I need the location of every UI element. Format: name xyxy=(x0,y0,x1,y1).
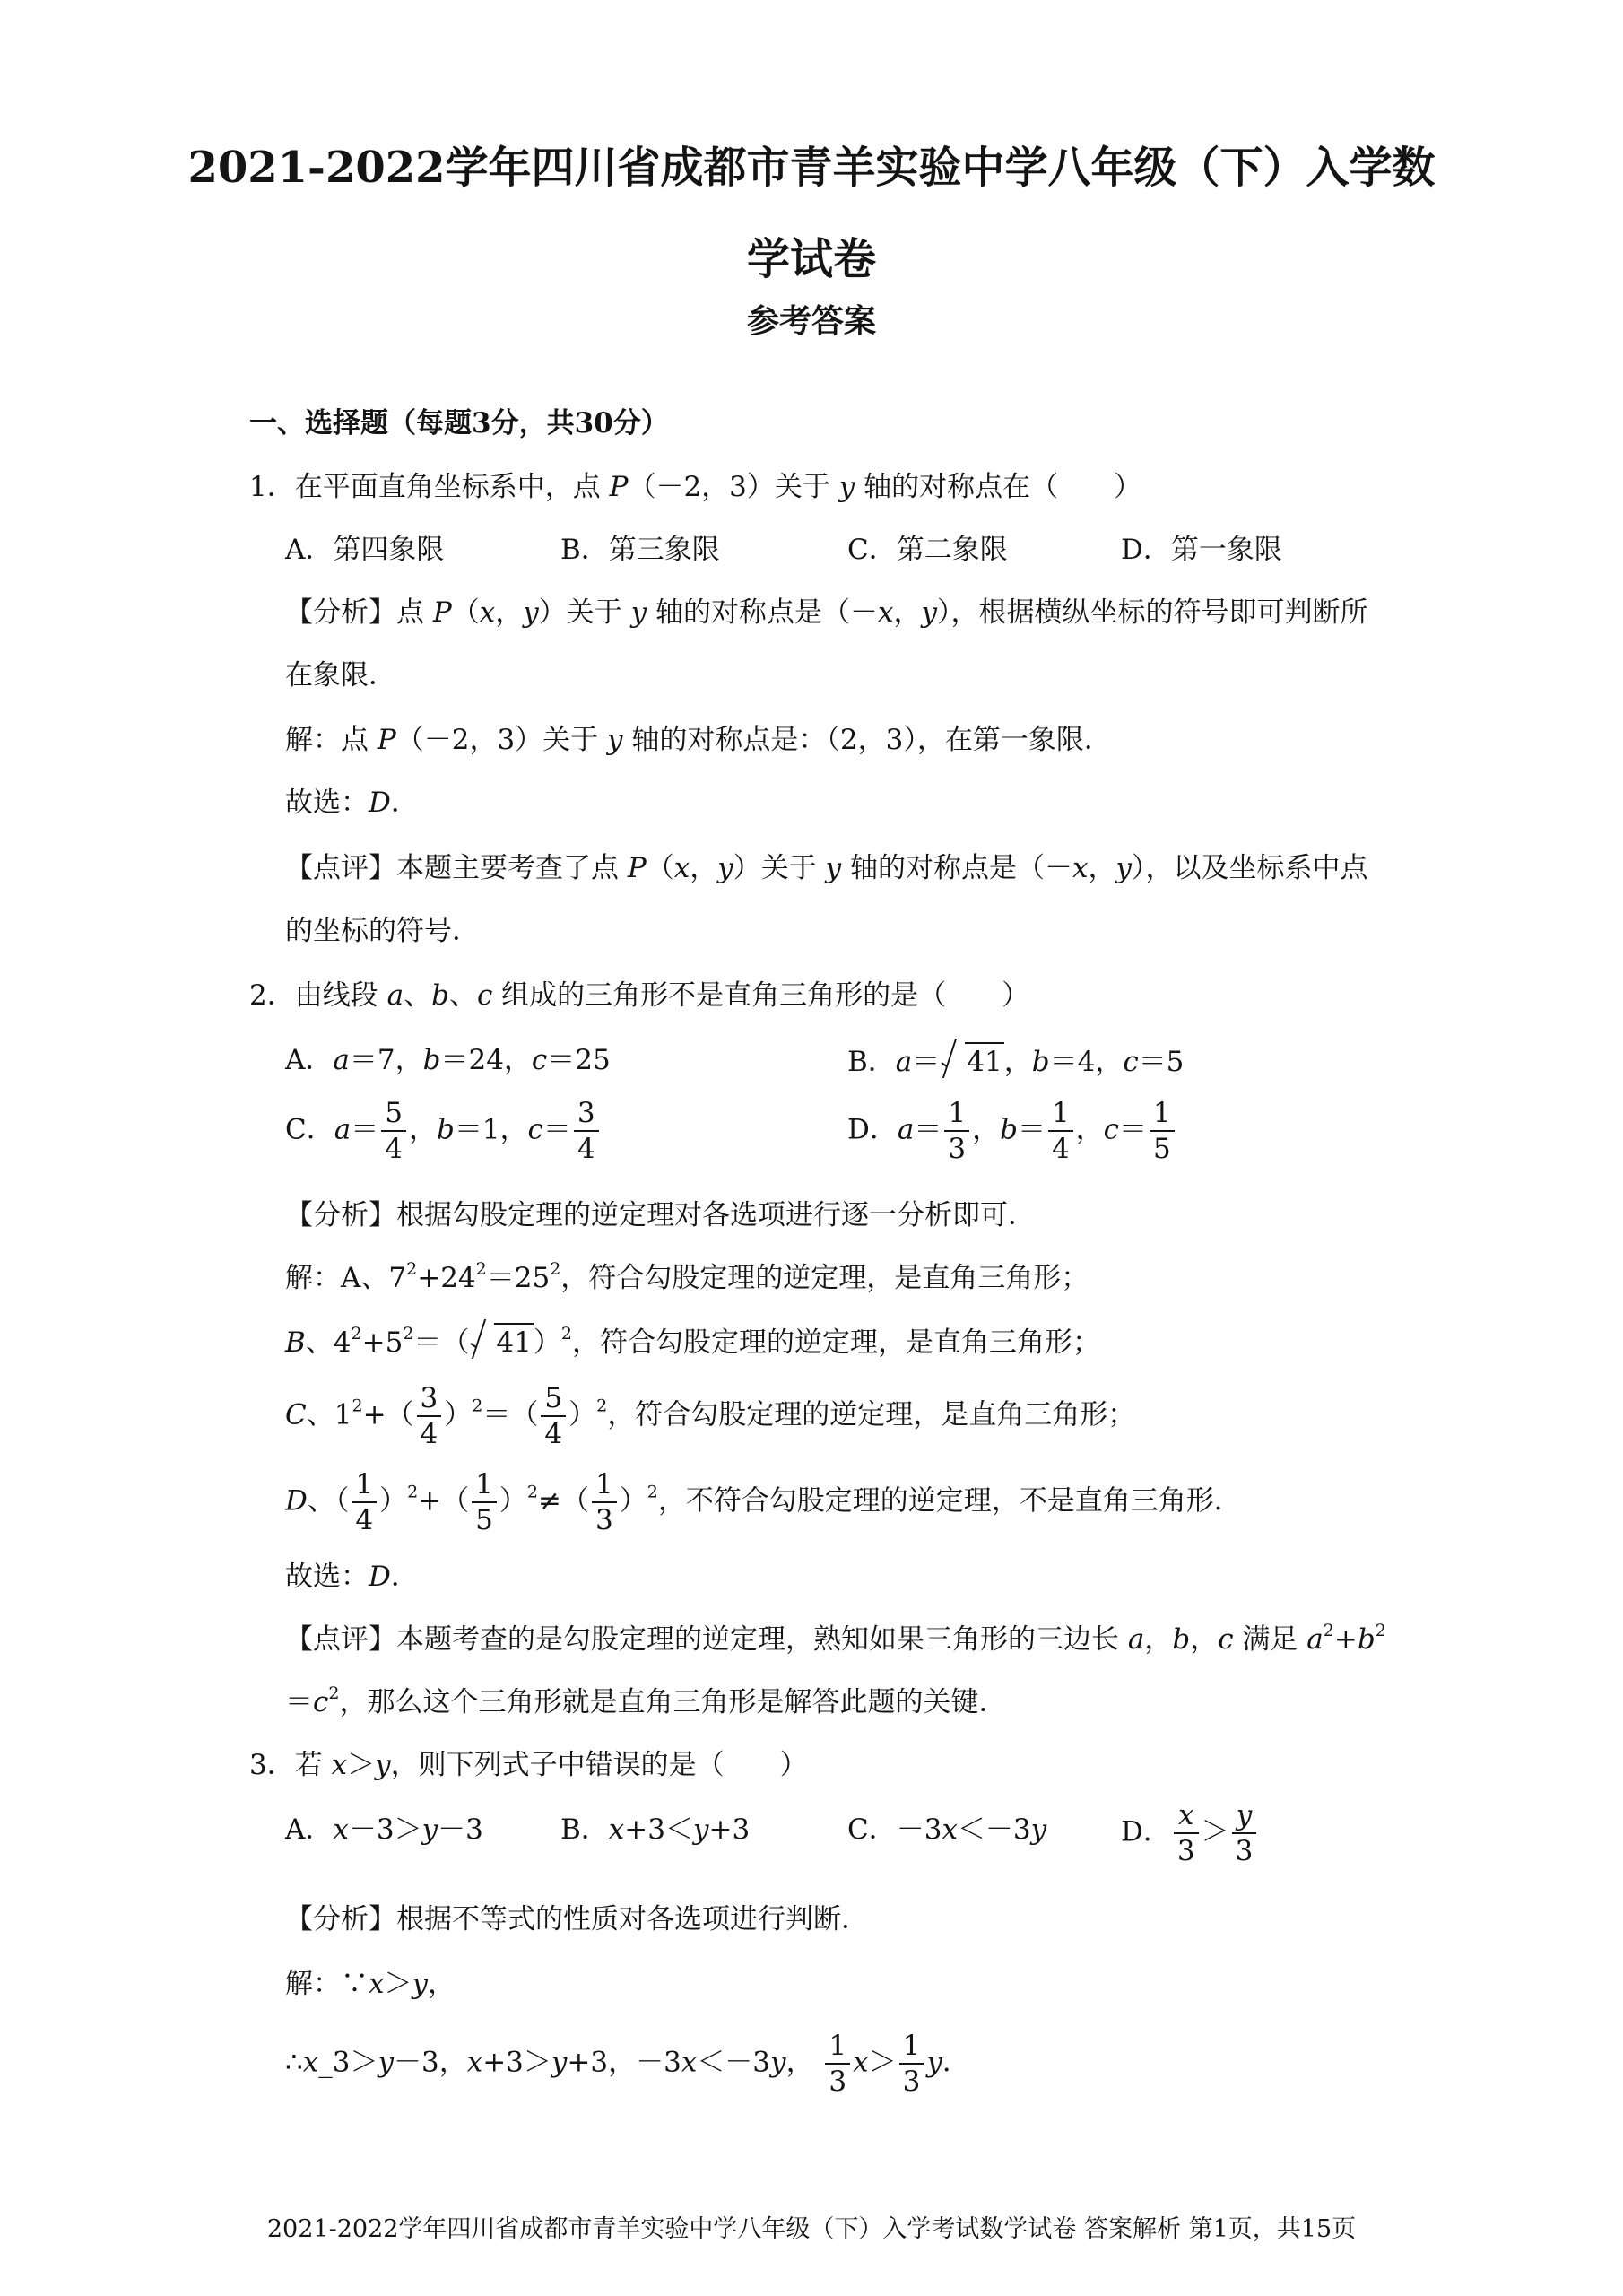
question-3-solution-1: 解：∵x＞y， xyxy=(285,1968,456,2000)
question-3-option-d: D． $\frac{x}{3}$ ＞ $\frac{y}{3}$ xyxy=(1121,1798,1259,1868)
question-2-stem: 2．由线段 a、b、c 组成的三角形不是直角三角形的是（ ） xyxy=(249,979,1030,1012)
question-1-analysis: 【分析】点 P（x，y）关于 y 轴的对称点是（－x，y），根据横纵坐标的符号即可判断所 xyxy=(285,596,1368,629)
document-subtitle: 参考答案 xyxy=(746,302,876,340)
question-2-option-b: B．a＝ 41，b＝4，c＝5 xyxy=(847,1042,1184,1080)
question-1-solution: 解：点 P（－2，3）关于 y 轴的对称点是：（2，3），在第一象限． xyxy=(285,724,1112,756)
question-1-answer: 故选：D． xyxy=(285,787,419,819)
fraction-1-5: $\frac{1}{5}$ xyxy=(1150,1096,1175,1166)
fraction-1-4-solution: $\frac{1}{4}$ xyxy=(352,1467,377,1537)
question-2-comment: 【点评】本题考查的是勾股定理的逆定理，熟知如果三角形的三边长 a，b，c 满足 $a^2+b^2$ xyxy=(285,1621,1386,1656)
document-title-line2: 学试卷 xyxy=(746,234,876,284)
fraction-3-4-solution: $\frac{3}{4}$ xyxy=(417,1381,442,1451)
question-3-option-c: C．－3x＜－3y xyxy=(847,1813,1047,1846)
question-2-option-d: D．a＝ $\frac{1}{3}$ ，b＝ $\frac{1}{4}$ ，c＝ $\frac{1}{5}$ xyxy=(847,1096,1177,1166)
page-footer: 2021-2022学年四川省成都市青羊实验中学八年级（下）入学考试数学试卷 答案解析 第1页，共15页 xyxy=(266,2215,1357,2243)
question-3-option-b: B．x+3＜y+3 xyxy=(560,1813,751,1846)
question-2-solution-c: C、$1^2+$（ $\frac{3}{4}$ ）$^2$＝（ $\frac{5}{4}$ ）$^2$，符合勾股定理的逆定理，是直角三角形； xyxy=(285,1382,1136,1450)
question-1-option-d: D．第一象限 xyxy=(1121,534,1282,566)
question-1-stem: 1．在平面直角坐标系中，点 P（－2，3）关于 y 轴的对称点在（ ） xyxy=(249,471,1142,503)
question-3-option-a: A．x－3＞y－3 xyxy=(285,1813,483,1846)
question-3-analysis: 【分析】根据不等式的性质对各选项进行判断． xyxy=(285,1903,869,1935)
question-2-solution-a: 解：A、$7^2+24^2=25^2$，符合勾股定理的逆定理，是直角三角形； xyxy=(285,1259,1089,1294)
question-2-comment-cont: $=c^2$，那么这个三角形就是直角三角形是解答此题的关键． xyxy=(285,1683,1007,1718)
question-2-option-a: A．a＝7，b＝24，c＝25 xyxy=(285,1044,611,1076)
document-title-line1: 2021-2022学年四川省成都市青羊实验中学八年级（下）入学数 xyxy=(187,143,1436,193)
fraction-5-4-solution: $\frac{5}{4}$ xyxy=(541,1381,566,1451)
question-2-answer: 故选：D． xyxy=(285,1561,419,1593)
fraction-1-4: $\frac{1}{4}$ xyxy=(1048,1096,1073,1166)
question-2-solution-d: D、（ $\frac{1}{4}$ ）$^2$+（ $\frac{1}{5}$ ）$^2$≠（ $\frac{1}{3}$ ）$^2$，不符合勾股定理的逆定理，不是直角三角形． xyxy=(285,1468,1242,1536)
question-1-option-b: B．第三象限 xyxy=(560,534,720,566)
question-3-stem: 3．若 x＞y，则下列式子中错误的是（ ） xyxy=(249,1749,808,1781)
fraction-5-4: $\frac{5}{4}$ xyxy=(381,1096,406,1166)
fraction-y-3: $\frac{y}{3}$ xyxy=(1232,1798,1257,1868)
question-2-analysis: 【分析】根据勾股定理的逆定理对各选项进行逐一分析即可． xyxy=(285,1199,1036,1231)
fraction-3-4: $\frac{3}{4}$ xyxy=(574,1096,599,1166)
sqrt-41-solution: 41 xyxy=(471,1323,533,1361)
fraction-1-3: $\frac{1}{3}$ xyxy=(944,1096,969,1166)
question-1-comment-cont: 的坐标的符号． xyxy=(285,915,480,947)
question-1-option-c: C．第二象限 xyxy=(847,534,1008,566)
question-2-option-c: C．a＝ $\frac{5}{4}$ ，b＝1，c＝ $\frac{3}{4}$ xyxy=(285,1096,602,1166)
question-2-solution-b: B、$4^2+5^2=$（ 41）$^2$，符合勾股定理的逆定理，是直角三角形； xyxy=(285,1324,1100,1359)
fraction-1-3-y: $\frac{1}{3}$ xyxy=(899,2029,924,2099)
fraction-x-3: $\frac{x}{3}$ xyxy=(1174,1798,1199,1868)
section-heading: 一、选择题（每题3分，共30分） xyxy=(249,407,669,439)
sqrt-41: 41 xyxy=(942,1042,1003,1080)
fraction-1-3-solution: $\frac{1}{3}$ xyxy=(592,1467,617,1537)
question-1-option-a: A．第四象限 xyxy=(285,534,445,566)
question-1-analysis-cont: 在象限． xyxy=(285,659,396,691)
fraction-1-5-solution: $\frac{1}{5}$ xyxy=(472,1467,497,1537)
fraction-1-3-x: $\frac{1}{3}$ xyxy=(825,2029,850,2099)
question-3-solution-2: ∴x_3＞y－3，x+3＞y+3，－3x＜－3y， $\frac{1}{3}$ x＞ $\frac{1}{3}$ y． xyxy=(285,2030,970,2098)
question-1-comment: 【点评】本题主要考查了点 P（x，y）关于 y 轴的对称点是（－x，y），以及坐标系中点 xyxy=(285,852,1368,884)
